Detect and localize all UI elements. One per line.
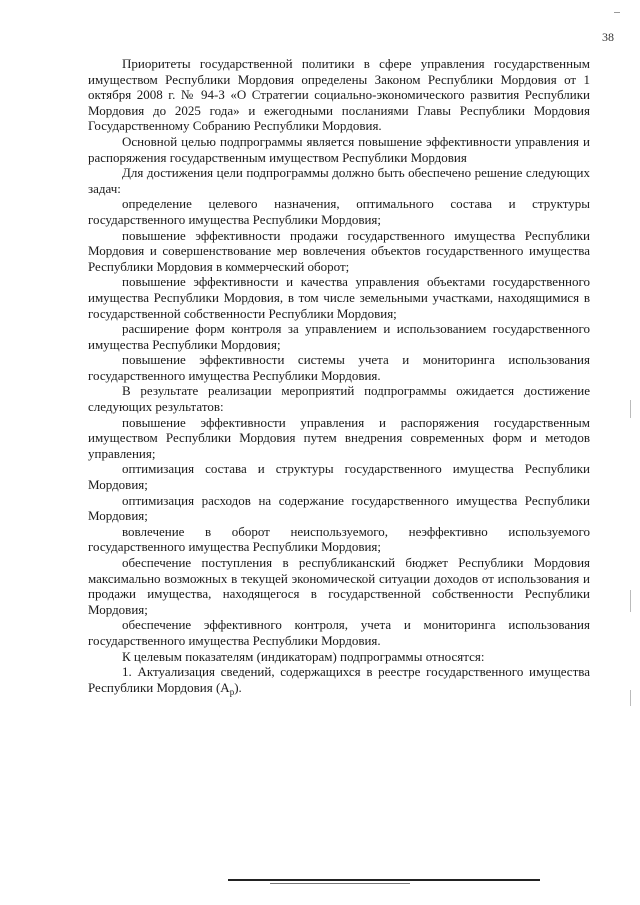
footer-rule (228, 879, 540, 881)
margin-mark (630, 400, 631, 418)
result-item: обеспечение поступления в республиканский бюджет Республики Мордовия максимально возможных в текущей экономической ситуации доходов от использования и продажи имущества, находящегося в государственной собственности Республики Мордовия; (88, 555, 590, 617)
page-number: 38 (602, 30, 614, 44)
paragraph-indicators-intro: К целевым показателям (индикаторам) подпрограммы относятся: (122, 648, 485, 664)
indicator-subscript: р (229, 686, 235, 697)
task-item: повышение эффективности и качества управления объектами государственного имущества Республики Мордовия, в том числе земельными участками, находящимися в государственной собственности Республики Мордовия; (88, 274, 590, 321)
paragraph-results-intro: В результате реализации мероприятий подпрограммы ожидается достижение следующих результатов: (88, 383, 590, 415)
paragraph-priorities: Приоритеты государственной политики в сфере управления государственным имуществом Республики Мордовия определены Законом Республики Мордовия от 1 октября 2008 г. № 94-З «О Стратегии социально-экономического развития Республики Мордовия до 2025 года» и ежегодными посланиями Главы Республики Мордовия Государственному Собранию Республики Мордовия. (88, 56, 590, 134)
indicator-item (88, 664, 590, 700)
result-item: оптимизация расходов на содержание государственного имущества Республики Мордовия; (88, 492, 590, 524)
paragraph-tasks-intro: Для достижения цели подпрограммы должно быть обеспечено решение следующих задач: (88, 165, 590, 196)
margin-mark (630, 590, 631, 612)
task-item: повышение эффективности продажи государственного имущества Республики Мордовия и совершенствование мер вовлечения объектов государственного имущества Республики Мордовия в коммерческий оборот; (88, 227, 590, 274)
task-item: определение целевого назначения, оптимального состава и структуры государственного имущества Республики Мордовия; (88, 196, 590, 227)
document-body (88, 56, 590, 700)
paragraph-main-goal: Основной целью подпрограммы является повышение эффективности управления и распоряжения государственным имуществом Республики Мордовия (88, 133, 590, 165)
task-item: повышение эффективности системы учета и мониторинга использования государственного имущества Республики Мордовия. (88, 352, 590, 383)
result-item: вовлечение в оборот неиспользуемого, неэффективно используемого государственного имущества Республики Мордовия; (88, 523, 590, 555)
footer-rule-thin (270, 883, 410, 884)
indicator-tail: ). (234, 679, 242, 695)
margin-mark (630, 690, 631, 706)
indicator-text: 1. Актуализация сведений, содержащихся в реестре государственного имущества Республики Мордовия (A (88, 664, 590, 695)
result-item: обеспечение эффективного контроля, учета и мониторинга использования государственного имущества Республики Мордовия. (88, 617, 590, 648)
result-item: оптимизация состава и структуры государственного имущества Республики Мордовия; (88, 461, 590, 493)
task-item: расширение форм контроля за управлением и использованием государственного имущества Республики Мордовия; (88, 321, 590, 352)
scan-mark (614, 12, 620, 13)
result-item: повышение эффективности управления и распоряжения государственным имуществом Республики Мордовия путем внедрения современных форм и методов управления; (88, 414, 590, 461)
